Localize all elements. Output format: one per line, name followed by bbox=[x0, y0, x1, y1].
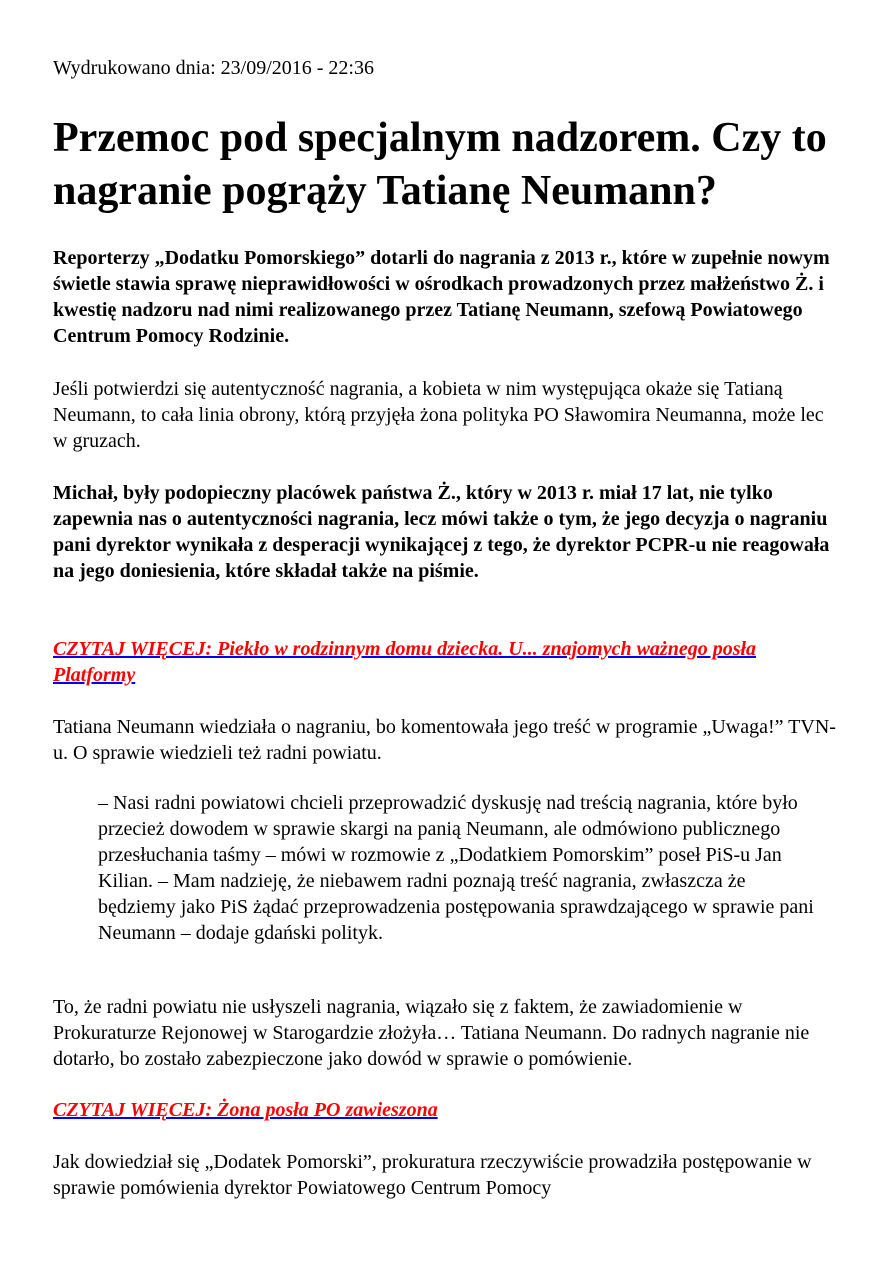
article-paragraph: Tatiana Neumann wiedziała o nagraniu, bo komentowała jego treść w programie „Uwaga!” TVN-u. O sprawie wiedzieli też radni powiatu. bbox=[53, 716, 836, 764]
read-more-link-2[interactable]: CZYTAJ WIĘCEJ: Żona posła PO zawieszona bbox=[53, 1099, 438, 1121]
read-more-block bbox=[53, 1097, 843, 1123]
article-quote: – Nasi radni powiatowi chcieli przeprowadzić dyskusję nad treścią nagrania, które było przecież dowodem w sprawie skargi na panią Neumann, ale odmówiono publicznego przesłuchania taśmy – mówi w rozmowie z „Dodatkiem Pomorskim” poseł PiS-u Jan Kilian. – Mam nadzieję, że niebawem radni poznają treść nagrania, zwłaszcza że będziemy jako PiS żądać przeprowadzenia postępowania sprawdzającego w sprawie pani Neumann – dodaje gdański polityk. bbox=[98, 792, 814, 944]
read-more-block bbox=[53, 636, 843, 688]
article-paragraph: Jak dowiedział się „Dodatek Pomorski”, prokuratura rzeczywiście prowadziła postępowanie w sprawie pomówienia dyrektor Powiatowego Centrum Pomocy bbox=[53, 1151, 812, 1199]
article-title: Przemoc pod specjalnym nadzorem. Czy to nagranie pogrąży Tatianę Neumann? bbox=[53, 115, 827, 214]
article-paragraph: To, że radni powiatu nie usłyszeli nagrania, wiązało się z faktem, że zawiadomienie w Prokuraturze Rejonowej w Starogardzie złożyła… Tatiana Neumann. Do radnych nagranie nie dotarło, bo zostało zabezpieczone jako dowód w sprawie o pomówienie. bbox=[53, 996, 810, 1070]
read-more-link-1[interactable]: CZYTAJ WIĘCEJ: Piekło w rodzinnym domu dziecka. U... znajomych ważnego posła Platformy bbox=[53, 638, 757, 686]
article-bold-paragraph: Michał, były podopieczny placówek państwa Ż., który w 2013 r. miał 17 lat, nie tylko zapewnia nas o autentyczności nagrania, lecz mówi także o tym, że jego decyzja o nagraniu pani dyrektor wynikała z desperacji wynikającej z tego, że dyrektor PCPR-u nie reagowała na jego doniesienia, które składał także na piśmie. bbox=[53, 482, 830, 582]
article-paragraph: Jeśli potwierdzi się autentyczność nagrania, a kobieta w nim występująca okaże się Tatianą Neumann, to cała linia obrony, którą przyjęła żona polityka PO Sławomira Neumanna, może lec w gruzach. bbox=[53, 378, 824, 452]
print-date-line: Wydrukowano dnia: 23/09/2016 - 22:36 bbox=[53, 57, 374, 79]
article-lead: Reporterzy „Dodatku Pomorskiego” dotarli do nagrania z 2013 r., które w zupełnie nowym świetle stawia sprawę nieprawidłowości w ośrodkach prowadzonych przez małżeństwo Ż. i kwestię nadzoru nad nimi realizowanego przez Tatianę Neumann, szefową Powiatowego Centrum Pomocy Rodzinie. bbox=[53, 247, 830, 347]
